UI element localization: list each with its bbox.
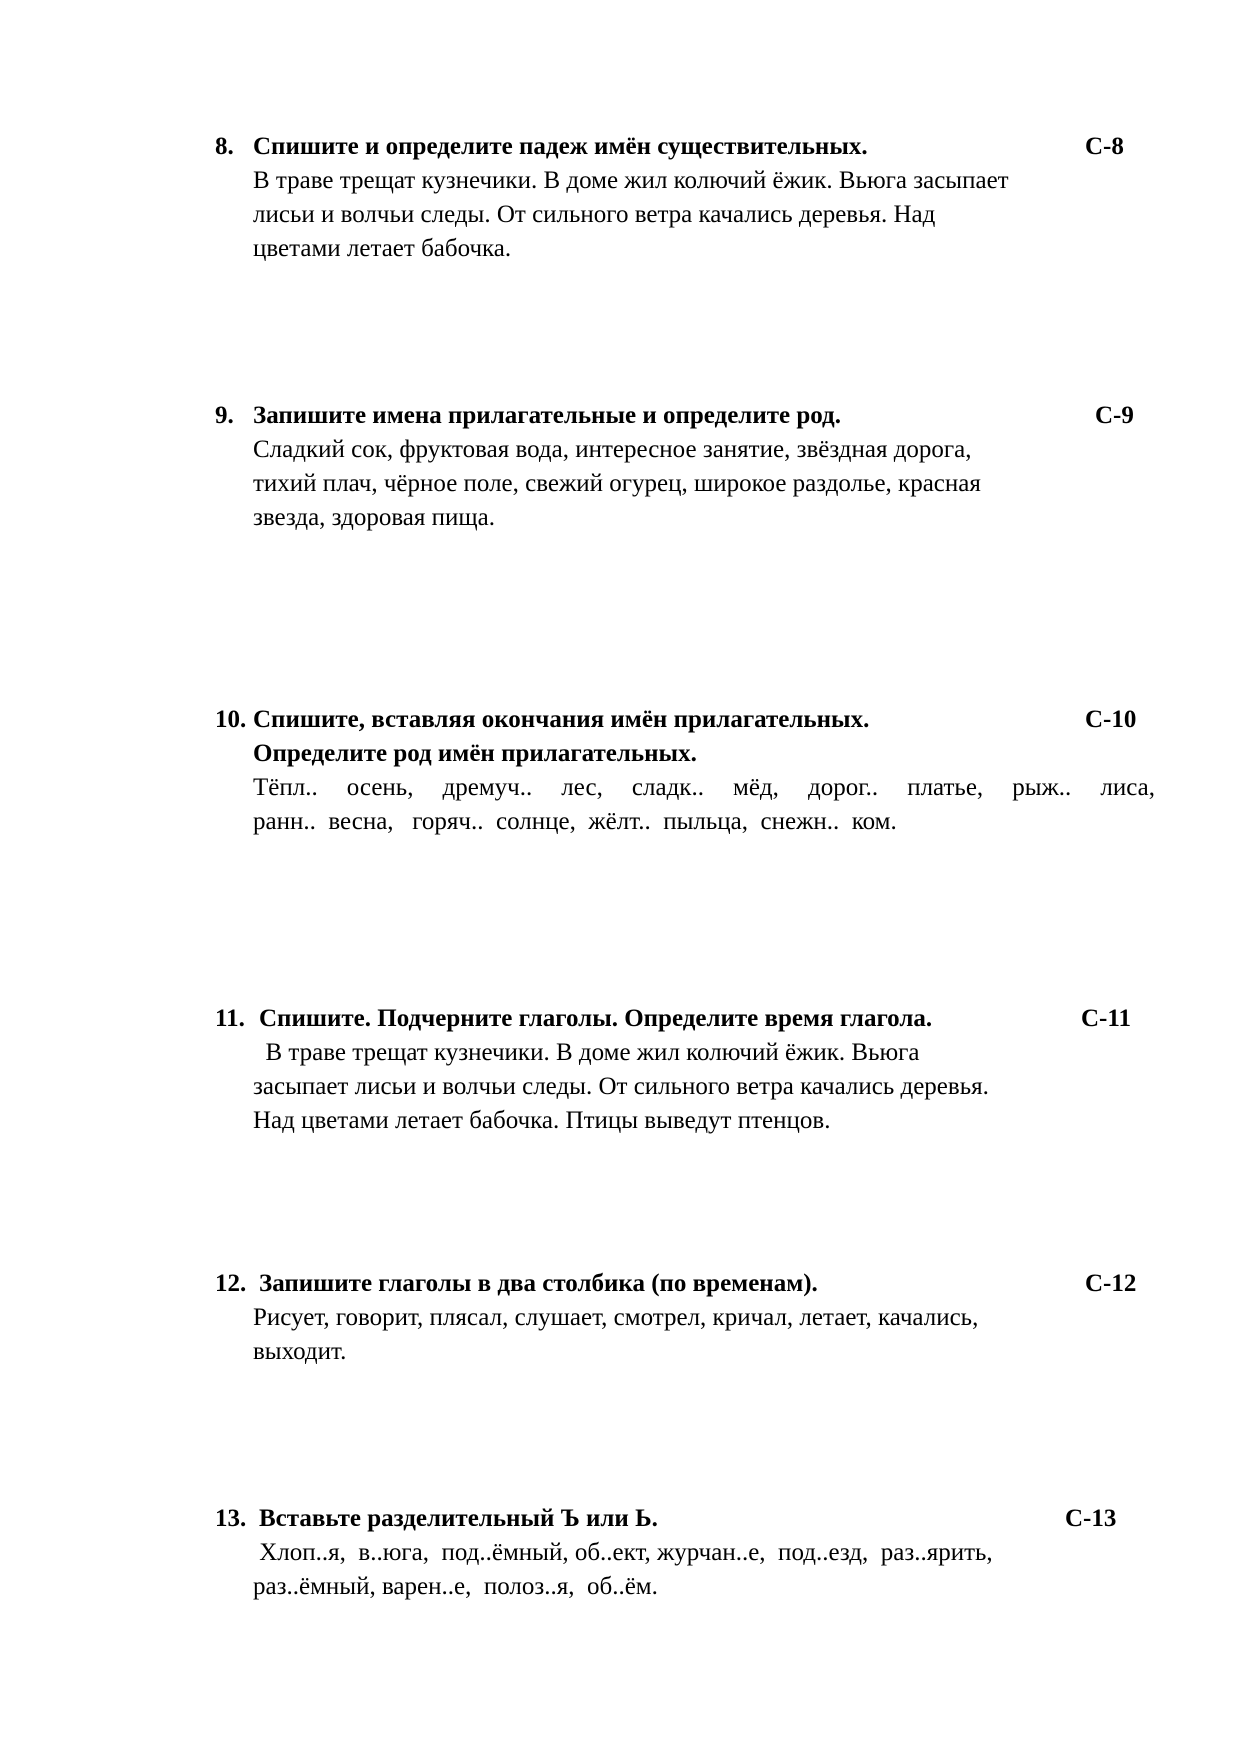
word: осень, [346, 774, 414, 801]
word: мёд, [733, 774, 779, 801]
task-body [215, 1536, 1155, 1604]
task-body [215, 1301, 1155, 1369]
task-body [215, 1036, 1155, 1138]
task-title: Запишите глаголы в два столбика (по временам). [259, 1270, 818, 1297]
task-code: С-12 [1085, 1270, 1137, 1297]
body-line: лисьи и волчьи следы. От сильного ветра качались деревья. Над [253, 201, 936, 228]
body-line: цветами летает бабочка. [253, 235, 512, 262]
task-10 [215, 703, 1155, 839]
task-number: 8. [215, 133, 234, 160]
body-line: Сладкий сок, фруктовая вода, интересное занятие, звёздная дорога, [253, 436, 972, 463]
task-body [215, 164, 1155, 266]
word: дремуч.. [442, 774, 533, 801]
task-body [215, 771, 1155, 839]
body-line: звезда, здоровая пища. [253, 504, 495, 531]
task-title: Спишите, вставляя окончания имён прилагательных. [253, 706, 870, 733]
task-header [215, 1267, 1155, 1301]
task-9 [215, 399, 1155, 535]
word: сладк.. [631, 774, 704, 801]
body-line [253, 771, 1155, 805]
task-code: С-8 [1085, 133, 1124, 160]
task-11 [215, 1002, 1155, 1138]
task-header [215, 399, 1155, 433]
task-12 [215, 1267, 1155, 1369]
word: рыж.. [1012, 774, 1072, 801]
task-title: Запишите имена прилагательные и определите род. [253, 402, 841, 429]
task-header [215, 1002, 1155, 1036]
task-code: С-11 [1081, 1005, 1131, 1032]
task-header [215, 130, 1155, 164]
body-line: тихий плач, чёрное поле, свежий огурец, широкое раздолье, красная [253, 470, 981, 497]
task-title-line-2: Определите род имён прилагательных. [253, 740, 697, 767]
task-13 [215, 1502, 1155, 1604]
task-number: 11. [215, 1005, 245, 1032]
body-line: Рисует, говорит, плясал, слушает, смотрел, кричал, летает, качались, [253, 1304, 979, 1331]
word: лес, [561, 774, 603, 801]
task-code: С-9 [1095, 402, 1134, 429]
task-title: Спишите и определите падеж имён существительных. [253, 133, 868, 160]
task-header [215, 1502, 1155, 1536]
body-line: В траве трещат кузнечики. В доме жил колючий ёжик. Вьюга засыпает [253, 167, 1009, 194]
task-8 [215, 130, 1155, 266]
body-line: В траве трещат кузнечики. В доме жил колючий ёжик. Вьюга [253, 1039, 920, 1066]
task-body [215, 433, 1155, 535]
body-line: Хлоп..я, в..юга, под..ёмный, об..ект, журчан..е, под..езд, раз..ярить, [253, 1539, 993, 1566]
task-number: 13. [215, 1505, 247, 1532]
body-line: засыпает лисьи и волчьи следы. От сильного ветра качались деревья. [253, 1073, 989, 1100]
task-title: Вставьте разделительный Ъ или Ь. [259, 1505, 658, 1532]
body-line: Над цветами летает бабочка. Птицы выведут птенцов. [253, 1107, 831, 1134]
body-line: ранн.. весна, горяч.. солнце, жёлт.. пыльца, снежн.. ком. [253, 808, 897, 835]
task-code: С-10 [1085, 706, 1137, 733]
task-header [215, 703, 1155, 737]
body-line: выходит. [253, 1338, 347, 1365]
task-number: 12. [215, 1270, 247, 1297]
word: Тёпл.. [253, 774, 318, 801]
task-title: Спишите. Подчерните глаголы. Определите время глагола. [259, 1005, 933, 1032]
body-line: раз..ёмный, варен..е, полоз..я, об..ём. [253, 1573, 658, 1600]
word: лиса, [1100, 774, 1155, 801]
task-number: 9. [215, 402, 234, 429]
word: дорог.. [807, 774, 879, 801]
word: платье, [907, 774, 984, 801]
task-code: С-13 [1065, 1505, 1117, 1532]
task-number: 10. [215, 706, 247, 733]
